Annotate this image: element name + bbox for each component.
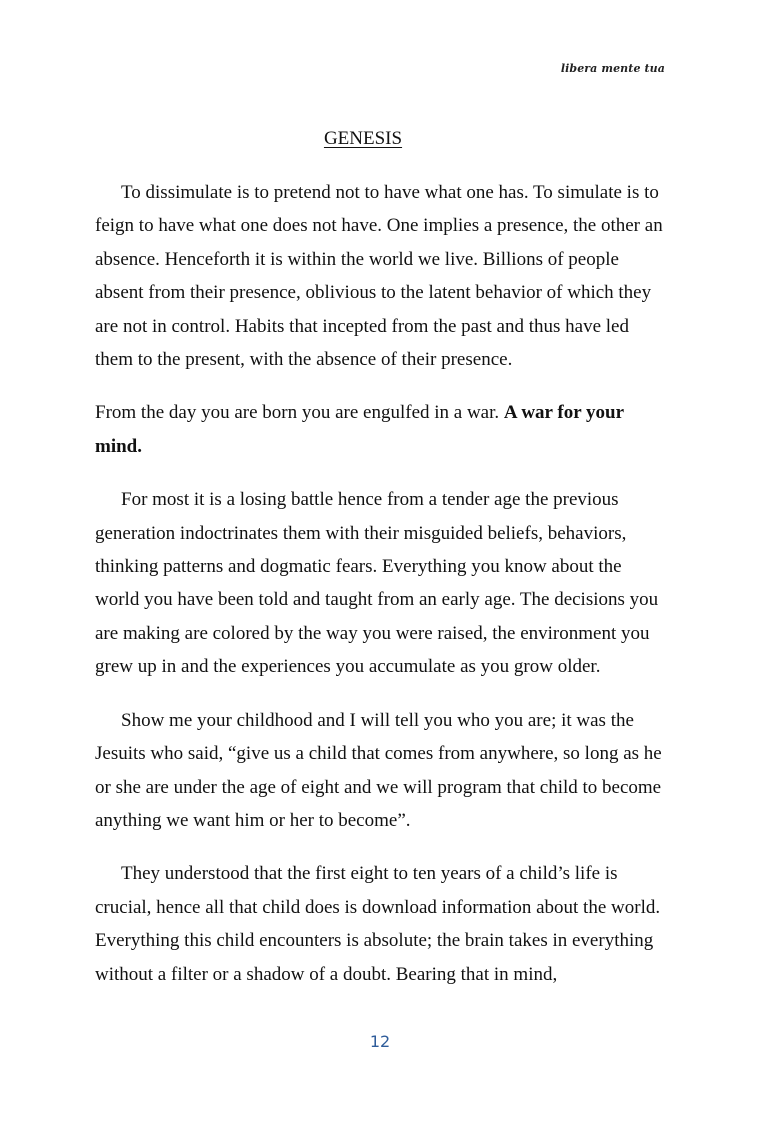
paragraph-3: For most it is a losing battle hence from a tender age the previous generation indoctrinates them with their misguided beliefs, behaviors, thinking patterns and dogmatic fears. Everything you know about the world you have been told and taught from an early age. The decisions you are making are colored by the way you were raised, the environment you grew up in and the experiences you accumulate as you grow older. bbox=[95, 489, 659, 678]
paragraph-2-text: From the day you are born you are engulfed in a war. bbox=[95, 402, 504, 424]
chapter-title: GENESIS bbox=[323, 128, 403, 149]
paragraph-5: They understood that the first eight to ten years of a child’s life is crucial, hence all that child does is download information about the world. Everything this child encounters is absolute; the brain takes in everything without a filter or a shadow of a doubt. Bearing that in mind, bbox=[95, 863, 661, 985]
body-text bbox=[95, 176, 665, 1012]
page-number: 12 bbox=[369, 1032, 391, 1051]
paragraph-4: Show me your childhood and I will tell you who you are; it was the Jesuits who said, “give us a child that comes from anywhere, so long as he or she are under the age of eight and we will program that child to become anything we want him or her to become”. bbox=[95, 709, 662, 831]
paragraph-2-bold-phrase: A war for your mind. bbox=[95, 402, 624, 457]
running-header: libera mente tua bbox=[560, 62, 665, 75]
paragraph-2 bbox=[95, 396, 665, 463]
paragraph-1: To dissimulate is to pretend not to have what one has. To simulate is to feign to have what one does not have. One implies a presence, the other an absence. Henceforth it is within the world we live. Billions of people absent from their presence, oblivious to the latent behavior of which they are not in control. Habits that incepted from the past and thus have led them to the present, with the absence of their presence. bbox=[95, 182, 663, 371]
